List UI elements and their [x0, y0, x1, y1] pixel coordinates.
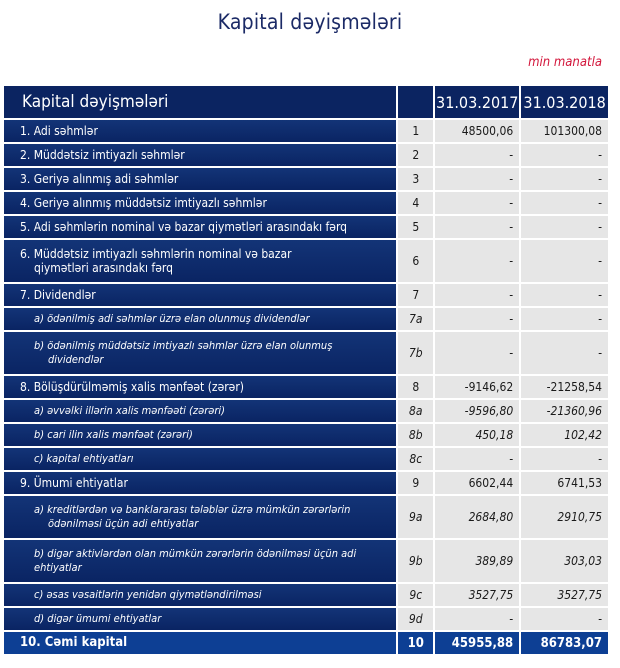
row-value-2018: -21258,54	[521, 376, 608, 398]
row-value-2018: 86783,07	[521, 632, 608, 654]
row-label	[4, 332, 396, 374]
unit-label: min manatla	[528, 55, 602, 70]
row-label	[4, 144, 396, 166]
table-row	[4, 376, 608, 398]
row-label-line: ehtiyatlar	[34, 561, 82, 574]
row-label	[4, 472, 396, 494]
row-label	[4, 284, 396, 306]
row-value-2018: 101300,08	[521, 120, 608, 142]
table-row	[4, 424, 608, 446]
total-row	[4, 632, 608, 654]
table-row	[4, 332, 608, 374]
row-code: 8a	[398, 400, 433, 422]
row-label-line: a) ödənilmiş adi səhmlər üzrə elan olunmuş dividendlər	[34, 312, 310, 325]
row-label-line: 6. Müddətsiz imtiyazlı səhmlərin nominal və bazar	[20, 247, 292, 261]
row-label-line: a) əvvəlki illərin xalis mənfəəti (zərəri)	[34, 404, 226, 417]
row-code: 8	[398, 376, 433, 398]
row-value-2018: -21360,96	[521, 400, 608, 422]
row-label	[4, 448, 396, 470]
row-code: 7	[398, 284, 433, 306]
row-value-2017: -	[435, 308, 519, 330]
row-value-2017: -	[435, 216, 519, 238]
row-value-2017: 45955,88	[435, 632, 519, 654]
row-label	[4, 216, 396, 238]
row-label-line: d) digər ümumi ehtiyatlar	[34, 612, 162, 625]
row-value-2017: 450,18	[435, 424, 519, 446]
row-value-2018: -	[521, 168, 608, 190]
row-label-line: dividendlər	[48, 353, 104, 366]
row-value-2018: -	[521, 308, 608, 330]
row-code: 4	[398, 192, 433, 214]
row-label-line: 10. Cəmi kapital	[20, 635, 128, 650]
row-code: 9a	[398, 496, 433, 538]
table-row	[4, 168, 608, 190]
row-label	[4, 632, 396, 654]
row-code: 2	[398, 144, 433, 166]
row-code: 10	[398, 632, 433, 654]
table-row	[4, 448, 608, 470]
table-row	[4, 308, 608, 330]
table-row	[4, 584, 608, 606]
table-row	[4, 496, 608, 538]
table-row	[4, 284, 608, 306]
row-label	[4, 308, 396, 330]
row-code: 5	[398, 216, 433, 238]
row-label-line: 7. Dividendlər	[20, 288, 96, 302]
row-code: 7a	[398, 308, 433, 330]
row-code: 9b	[398, 540, 433, 582]
row-code: 8b	[398, 424, 433, 446]
row-label	[4, 120, 396, 142]
table-row	[4, 240, 608, 282]
row-value-2017: -	[435, 608, 519, 630]
row-value-2018: -	[521, 448, 608, 470]
row-label	[4, 496, 396, 538]
table-header-row	[4, 86, 608, 118]
row-value-2018: 6741,53	[521, 472, 608, 494]
row-value-2017: -	[435, 240, 519, 282]
row-code: 9c	[398, 584, 433, 606]
row-value-2017: 3527,75	[435, 584, 519, 606]
capital-changes-table	[2, 84, 610, 656]
row-code: 3	[398, 168, 433, 190]
row-label-line: 4. Geriyə alınmış müddətsiz imtiyazlı səhmlər	[20, 196, 267, 210]
row-label	[4, 584, 396, 606]
row-code: 8c	[398, 448, 433, 470]
row-label-line: qiymətləri arasındakı fərq	[34, 261, 173, 275]
row-value-2018: -	[521, 608, 608, 630]
table-row	[4, 608, 608, 630]
row-label	[4, 168, 396, 190]
row-code: 9	[398, 472, 433, 494]
row-value-2018: 303,03	[521, 540, 608, 582]
row-value-2018: -	[521, 240, 608, 282]
row-value-2017: -9146,62	[435, 376, 519, 398]
table-row	[4, 144, 608, 166]
row-label-line: 9. Ümumi ehtiyatlar	[20, 476, 128, 490]
row-label-line: b) cari ilin xalis mənfəət (zərəri)	[34, 428, 193, 441]
row-label-line: c) əsas vəsaitlərin yenidən qiymətləndirilməsi	[34, 588, 262, 601]
header-col-2018: 31.03.2018	[521, 86, 608, 118]
row-label	[4, 540, 396, 582]
row-value-2018: 3527,75	[521, 584, 608, 606]
row-label-line: b) digər aktivlərdən olan mümkün zərərlərin ödənilməsi üçün adi	[34, 547, 357, 560]
row-value-2018: -	[521, 192, 608, 214]
row-label	[4, 192, 396, 214]
table-row	[4, 192, 608, 214]
row-label	[4, 424, 396, 446]
row-value-2017: 389,89	[435, 540, 519, 582]
row-value-2017: -	[435, 332, 519, 374]
table-row	[4, 472, 608, 494]
row-value-2018: 102,42	[521, 424, 608, 446]
row-code: 1	[398, 120, 433, 142]
row-label-line: 3. Geriyə alınmış adi səhmlər	[20, 172, 179, 186]
row-label-line: 1. Adi səhmlər	[20, 124, 98, 138]
row-label-line: 8. Bölüşdürülməmiş xalis mənfəət (zərər)	[20, 380, 244, 394]
table-row	[4, 120, 608, 142]
table-row	[4, 400, 608, 422]
row-label	[4, 376, 396, 398]
row-value-2017: -9596,80	[435, 400, 519, 422]
row-value-2017: -	[435, 284, 519, 306]
row-label-line: c) kapital ehtiyatları	[34, 452, 134, 465]
row-value-2017: 2684,80	[435, 496, 519, 538]
row-code: 6	[398, 240, 433, 282]
row-value-2017: 48500,06	[435, 120, 519, 142]
row-value-2018: 2910,75	[521, 496, 608, 538]
row-value-2017: -	[435, 192, 519, 214]
row-label	[4, 400, 396, 422]
row-value-2017: -	[435, 448, 519, 470]
row-value-2018: -	[521, 216, 608, 238]
row-value-2018: -	[521, 284, 608, 306]
row-label	[4, 240, 396, 282]
row-label-line: a) kreditlərdən və banklararası tələblər üzrə mümkün zərərlərin	[34, 503, 351, 516]
row-label-line: ödənilməsi üçün adi ehtiyatlar	[48, 517, 199, 530]
row-value-2017: -	[435, 144, 519, 166]
table-row	[4, 540, 608, 582]
row-value-2017: -	[435, 168, 519, 190]
header-label: Kapital dəyişmələri	[4, 86, 396, 118]
row-code: 7b	[398, 332, 433, 374]
page-title: Kapital dəyişmələri	[217, 10, 403, 34]
table-row	[4, 216, 608, 238]
header-col-2017: 31.03.2017	[435, 86, 519, 118]
row-label-line: 5. Adi səhmlərin nominal və bazar qiymətləri arasındakı fərq	[20, 220, 348, 234]
row-label	[4, 608, 396, 630]
row-value-2018: -	[521, 144, 608, 166]
row-value-2017: 6602,44	[435, 472, 519, 494]
header-code	[398, 86, 433, 118]
row-label-line: 2. Müddətsiz imtiyazlı səhmlər	[20, 148, 185, 162]
row-value-2018: -	[521, 332, 608, 374]
row-code: 9d	[398, 608, 433, 630]
row-label-line: b) ödənilmiş müddətsiz imtiyazlı səhmlər üzrə elan olunmuş	[34, 339, 333, 352]
